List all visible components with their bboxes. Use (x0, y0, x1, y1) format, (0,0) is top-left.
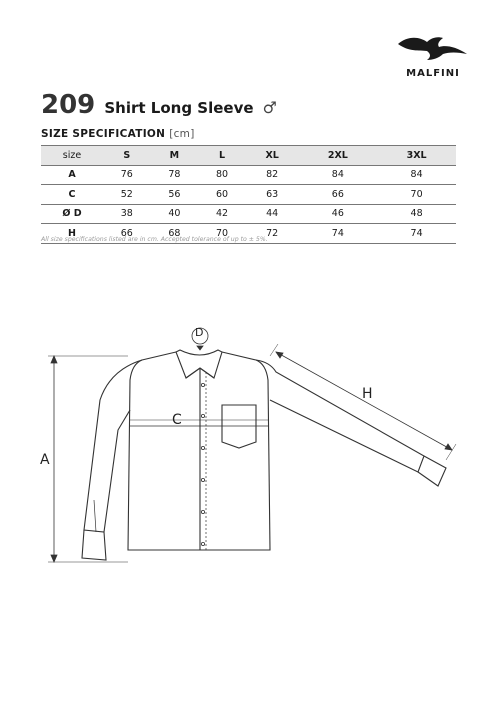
table-cell: 74 (298, 224, 377, 244)
table-cell: 66 (298, 185, 377, 205)
left-sleeve (84, 360, 142, 532)
eagle-icon (393, 30, 473, 66)
label-d: D (195, 326, 204, 339)
table-cell: 74 (377, 224, 456, 244)
shirt-diagram (0, 300, 500, 600)
table-cell: 78 (151, 165, 199, 185)
table-cell: 84 (377, 165, 456, 185)
table-row (41, 204, 456, 224)
table-cell: 63 (246, 185, 299, 205)
table-cell: Ø D (41, 204, 103, 224)
table-cell: 44 (246, 204, 299, 224)
spec-unit: [cm] (169, 128, 195, 140)
table-cell: 56 (151, 185, 199, 205)
header-cell: size (41, 146, 103, 166)
table-cell: 52 (103, 185, 151, 205)
product-title (41, 90, 277, 120)
shirt-buttons (201, 383, 204, 545)
header-cell: 3XL (377, 146, 456, 166)
left-cuff (82, 530, 106, 560)
header-cell: M (151, 146, 199, 166)
spec-heading (41, 128, 195, 140)
table-cell: 70 (377, 185, 456, 205)
header-cell: S (103, 146, 151, 166)
table-cell: 70 (198, 224, 246, 244)
table-row (41, 165, 456, 185)
table-cell: 42 (198, 204, 246, 224)
table-cell: 80 (198, 165, 246, 185)
table-cell: 72 (246, 224, 299, 244)
table-cell: 84 (298, 165, 377, 185)
label-h: H (362, 386, 373, 402)
header-cell: L (198, 146, 246, 166)
shirt-drawing (0, 300, 500, 600)
shirt-body-outline (128, 352, 270, 550)
male-symbol: ♂ (262, 98, 277, 117)
shirt-collar (176, 350, 222, 378)
table-cell: 66 (103, 224, 151, 244)
table-cell: 82 (246, 165, 299, 185)
shirt-pocket (222, 405, 256, 448)
label-c: C (172, 412, 182, 428)
tolerance-note: All size specifications listed are in cm. Accepted tolerance of up to ± 5%. (41, 236, 268, 243)
table-cell: 60 (198, 185, 246, 205)
table-cell: 38 (103, 204, 151, 224)
product-number: 209 (41, 90, 96, 120)
table-row (41, 185, 456, 205)
brand-name: MALFINI (406, 68, 460, 79)
spec-heading-text: SIZE SPECIFICATION (41, 128, 166, 140)
table-cell: 48 (377, 204, 456, 224)
label-a: A (40, 452, 50, 468)
table-cell: 40 (151, 204, 199, 224)
header-cell: XL (246, 146, 299, 166)
product-name: Shirt Long Sleeve (104, 99, 254, 117)
table-cell: A (41, 165, 103, 185)
table-cell: 46 (298, 204, 377, 224)
table-header-row (41, 146, 456, 166)
right-sleeve (256, 360, 424, 472)
brand-logo (393, 30, 473, 88)
header-cell: 2XL (298, 146, 377, 166)
table-cell: 68 (151, 224, 199, 244)
table-cell: 76 (103, 165, 151, 185)
table-cell: C (41, 185, 103, 205)
table-cell: H (41, 224, 103, 244)
size-table (41, 145, 456, 244)
